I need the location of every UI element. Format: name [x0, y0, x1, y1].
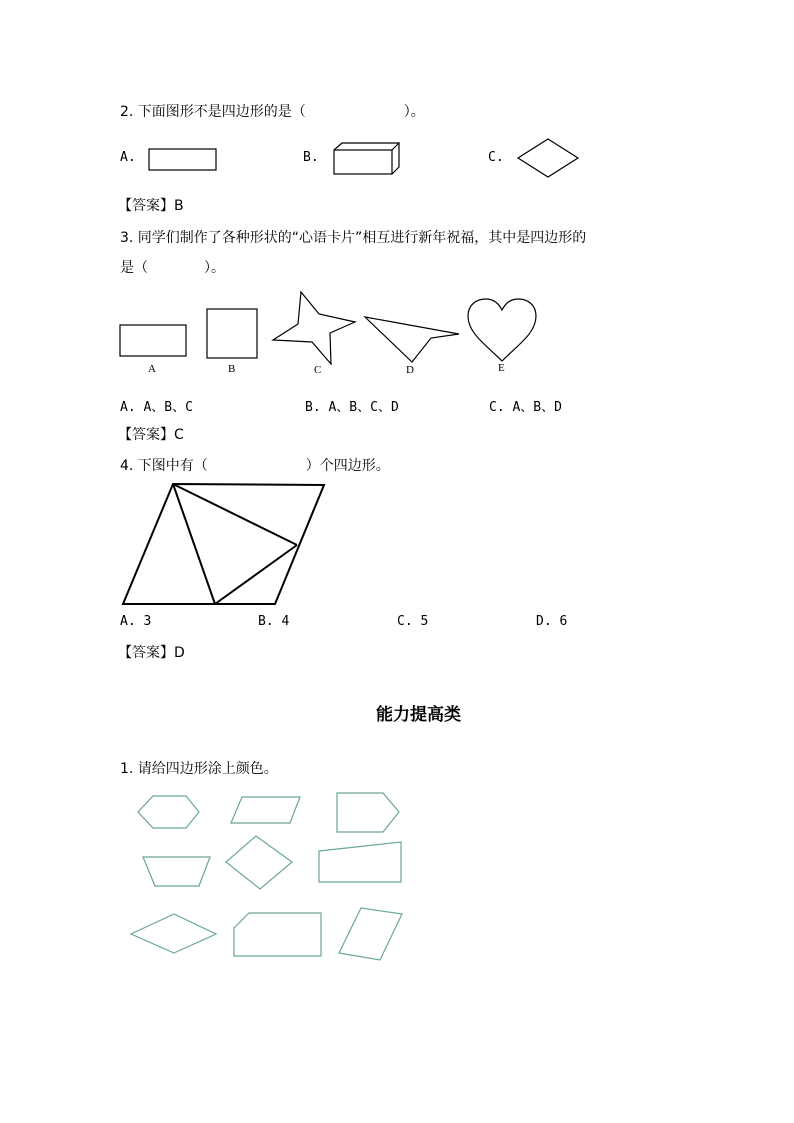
shape-trapezoid-inverted — [143, 857, 210, 886]
q3-label-e: E — [498, 362, 505, 374]
q4-answer: 【答案】D — [118, 645, 185, 661]
shape-cut-corner-rect — [234, 913, 321, 956]
section-q1: 1. 请给四边形涂上颜色。 — [120, 761, 278, 777]
q3-label-d: D — [406, 364, 414, 376]
section-title: 能力提高类 — [376, 705, 461, 725]
q2-option-b: B. — [303, 150, 319, 165]
q4-option-c: C. 5 — [397, 614, 429, 629]
q4-option-a: A. 3 — [120, 614, 152, 629]
q3-option-b: B. A、B、C、D — [305, 400, 399, 415]
shape-rhombus-tilted — [226, 836, 292, 889]
q3-label-c: C — [314, 364, 322, 376]
q3-question-line1: 3. 同学们制作了各种形状的“心语卡片”相互进行新年祝福，其中是四边形的 — [120, 230, 587, 246]
shape-tilted-square — [339, 908, 402, 960]
q3-option-a: A. A、B、C — [120, 400, 193, 415]
shape-trapezoid-right — [319, 842, 401, 882]
shape-rhombus-flat — [131, 914, 216, 953]
q4-option-b: B. 4 — [258, 614, 290, 629]
q3-option-c: C. A、B、D — [489, 400, 562, 415]
q3-question-line2: 是（ ）。 — [120, 260, 225, 276]
q3-label-b: B — [228, 363, 236, 375]
q2-answer: 【答案】B — [118, 198, 184, 214]
q4-option-d: D. 6 — [536, 614, 568, 629]
shape-parallelogram — [231, 797, 300, 823]
q4-question: 4. 下图中有（ ）个四边形。 — [120, 458, 390, 474]
q2-question: 2. 下面图形不是四边形的是（ ）。 — [120, 104, 425, 120]
q2-option-a: A. — [120, 150, 136, 165]
shape-hexagon — [138, 796, 199, 828]
q3-label-a: A — [148, 363, 156, 375]
q2-option-c: C. — [488, 150, 504, 165]
shape-pentagon — [337, 793, 399, 832]
q3-answer: 【答案】C — [118, 427, 184, 443]
